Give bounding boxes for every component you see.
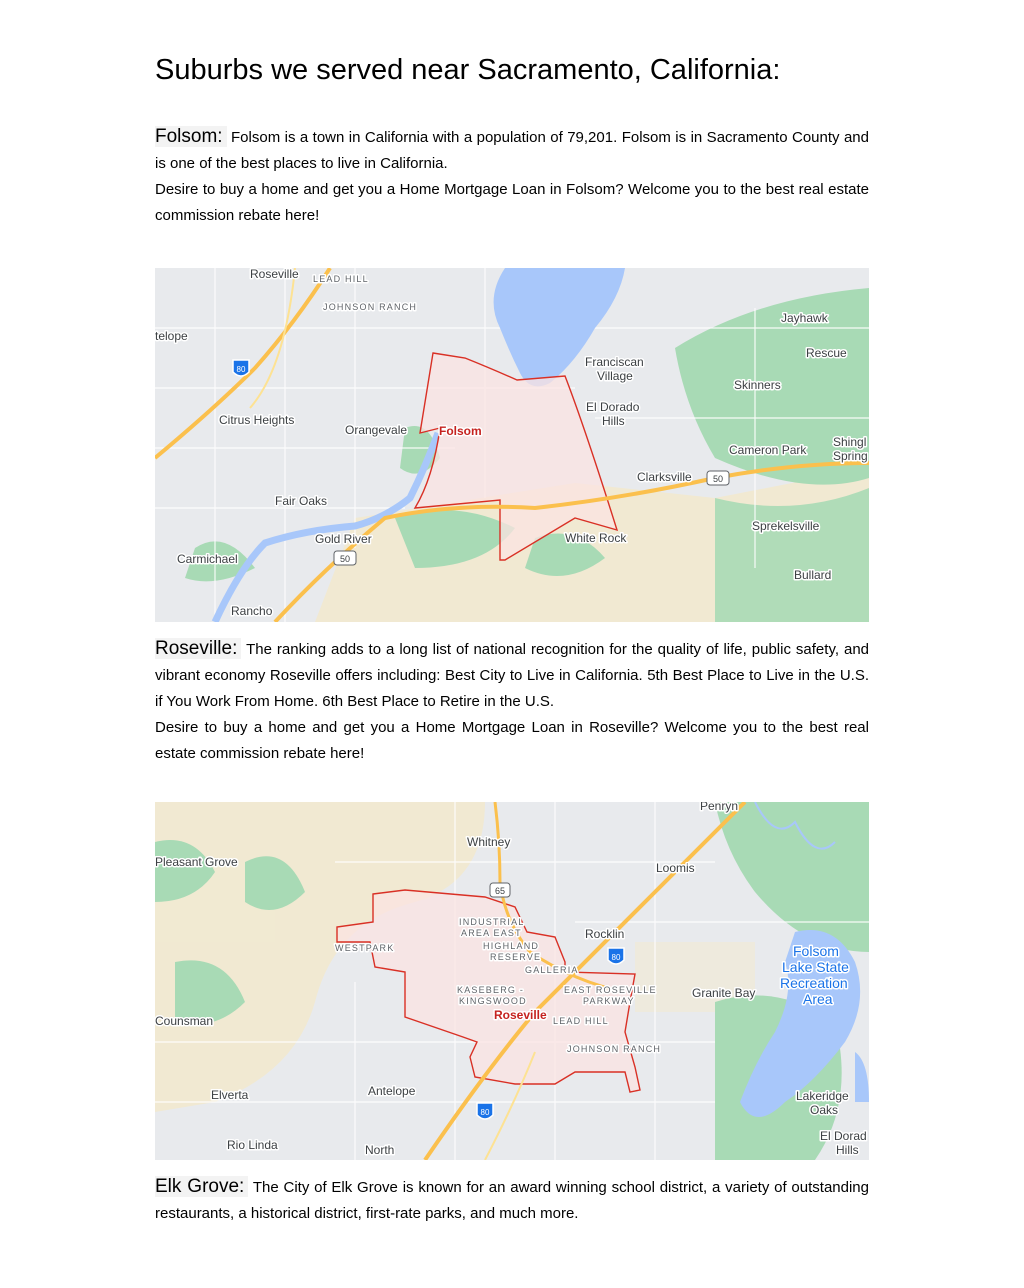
svg-text:Rio Linda: Rio Linda xyxy=(227,1138,278,1152)
svg-text:JOHNSON RANCH: JOHNSON RANCH xyxy=(323,302,418,312)
svg-text:Orangevale: Orangevale xyxy=(345,423,408,437)
svg-text:Granite Bay: Granite Bay xyxy=(692,986,756,1000)
roseville-description: The ranking adds to a long list of national recognition for the quality of life, public safety, and vibrant economy Roseville offers including: Best City to Live in California. 5th Best Place to Live in the U.S. if You Work From Home. 6th Best Place to Retire in the U.S. xyxy=(155,641,869,710)
svg-text:Hills: Hills xyxy=(602,414,625,428)
elk-grove-paragraph xyxy=(155,1174,869,1227)
folsom-map[interactable] xyxy=(155,268,869,622)
svg-text:80: 80 xyxy=(611,953,621,962)
svg-text:Cameron Park: Cameron Park xyxy=(729,443,807,457)
svg-text:Franciscan: Franciscan xyxy=(585,355,644,369)
svg-text:LEAD HILL: LEAD HILL xyxy=(313,274,369,284)
svg-text:65: 65 xyxy=(494,886,506,896)
roseville-cta: Desire to buy a home and get you a Home Mortgage Loan in Roseville? Welcome you to the best real estate commission rebate here! xyxy=(155,719,869,762)
svg-text:AREA EAST: AREA EAST xyxy=(461,928,522,938)
svg-text:Village: Village xyxy=(597,369,633,383)
svg-text:80: 80 xyxy=(480,1108,490,1117)
svg-text:PARKWAY: PARKWAY xyxy=(583,996,635,1006)
elk-grove-description: The City of Elk Grove is known for an award winning school district, a variety of outstanding restaurants, a historical district, first-rate parks, and much more. xyxy=(155,1179,869,1222)
roseville-map[interactable] xyxy=(155,802,869,1160)
svg-text:KINGSWOOD: KINGSWOOD xyxy=(459,996,527,1006)
svg-text:WESTPARK: WESTPARK xyxy=(335,943,395,953)
svg-text:RESERVE: RESERVE xyxy=(490,952,542,962)
svg-text:Oaks: Oaks xyxy=(810,1103,839,1117)
svg-text:Recreation: Recreation xyxy=(780,975,848,991)
svg-text:JOHNSON RANCH: JOHNSON RANCH xyxy=(567,1044,662,1054)
svg-text:Lakeridge: Lakeridge xyxy=(796,1089,849,1103)
svg-text:Counsman: Counsman xyxy=(155,1014,214,1028)
svg-text:Carmichael: Carmichael xyxy=(177,552,238,566)
route-50-shield-icon-west xyxy=(334,551,356,565)
interstate-80-shield-icon-north xyxy=(608,948,624,964)
route-50-shield-icon-east xyxy=(707,471,729,485)
svg-text:Rocklin: Rocklin xyxy=(585,927,625,941)
svg-text:EAST ROSEVILLE: EAST ROSEVILLE xyxy=(564,985,657,995)
svg-text:Shingl: Shingl xyxy=(833,435,867,449)
svg-text:Fair Oaks: Fair Oaks xyxy=(275,494,328,508)
svg-text:Skinners: Skinners xyxy=(734,378,781,392)
folsom-paragraph xyxy=(155,124,869,229)
svg-text:Clarksville: Clarksville xyxy=(637,470,692,484)
roseville-map-canvas xyxy=(155,802,869,1160)
svg-text:Elverta: Elverta xyxy=(211,1088,249,1102)
svg-text:GALLERIA: GALLERIA xyxy=(525,965,579,975)
svg-text:Roseville: Roseville xyxy=(494,1008,547,1022)
svg-text:Folsom: Folsom xyxy=(439,424,482,438)
svg-text:Rancho: Rancho xyxy=(231,604,273,618)
elk-grove-heading: Elk Grove: xyxy=(155,1176,248,1197)
page-title: Suburbs we served near Sacramento, California: xyxy=(155,54,781,86)
folsom-description: Folsom is a town in California with a population of 79,201. Folsom is in Sacramento County and is one of the best places to live in California. xyxy=(155,129,869,172)
roseville-heading: Roseville: xyxy=(155,638,241,659)
svg-text:Penryn: Penryn xyxy=(700,802,739,813)
interstate-80-shield-icon-south xyxy=(477,1103,493,1119)
svg-text:LEAD HILL: LEAD HILL xyxy=(553,1016,609,1026)
svg-text:Jayhawk: Jayhawk xyxy=(781,311,828,325)
svg-text:KASEBERG -: KASEBERG - xyxy=(457,985,525,995)
svg-text:Spring: Spring xyxy=(833,449,868,463)
svg-text:50: 50 xyxy=(712,474,724,484)
folsom-heading: Folsom: xyxy=(155,126,227,147)
svg-text:80: 80 xyxy=(236,365,246,374)
interstate-80-shield-icon xyxy=(233,360,249,376)
svg-text:INDUSTRIAL: INDUSTRIAL xyxy=(459,917,525,927)
svg-text:Bullard: Bullard xyxy=(794,568,832,582)
svg-text:Antelope: Antelope xyxy=(368,1084,416,1098)
svg-text:North: North xyxy=(365,1143,395,1157)
svg-text:Folsom: Folsom xyxy=(793,943,839,959)
svg-text:Hills: Hills xyxy=(836,1143,859,1157)
svg-text:Sprekelsville: Sprekelsville xyxy=(752,519,820,533)
svg-text:telope: telope xyxy=(155,329,188,343)
svg-text:El Dorad: El Dorad xyxy=(820,1129,867,1143)
svg-text:HIGHLAND: HIGHLAND xyxy=(483,941,540,951)
svg-text:El Dorado: El Dorado xyxy=(586,400,640,414)
route-65-shield-icon xyxy=(490,883,510,897)
roseville-paragraph xyxy=(155,636,869,767)
folsom-cta: Desire to buy a home and get you a Home Mortgage Loan in Folsom? Welcome you to the best real estate commission rebate here! xyxy=(155,181,869,224)
svg-text:Gold River: Gold River xyxy=(315,532,372,546)
svg-text:Area: Area xyxy=(803,991,833,1007)
svg-text:Citrus Heights: Citrus Heights xyxy=(219,413,295,427)
svg-text:Lake State: Lake State xyxy=(782,959,849,975)
svg-text:Whitney: Whitney xyxy=(467,835,511,849)
svg-text:Roseville: Roseville xyxy=(250,268,299,281)
svg-text:Rescue: Rescue xyxy=(806,346,847,360)
folsom-map-canvas xyxy=(155,268,869,622)
svg-text:Loomis: Loomis xyxy=(656,861,695,875)
svg-text:50: 50 xyxy=(339,554,351,564)
svg-text:White Rock: White Rock xyxy=(565,531,627,545)
svg-text:Pleasant Grove: Pleasant Grove xyxy=(155,855,238,869)
